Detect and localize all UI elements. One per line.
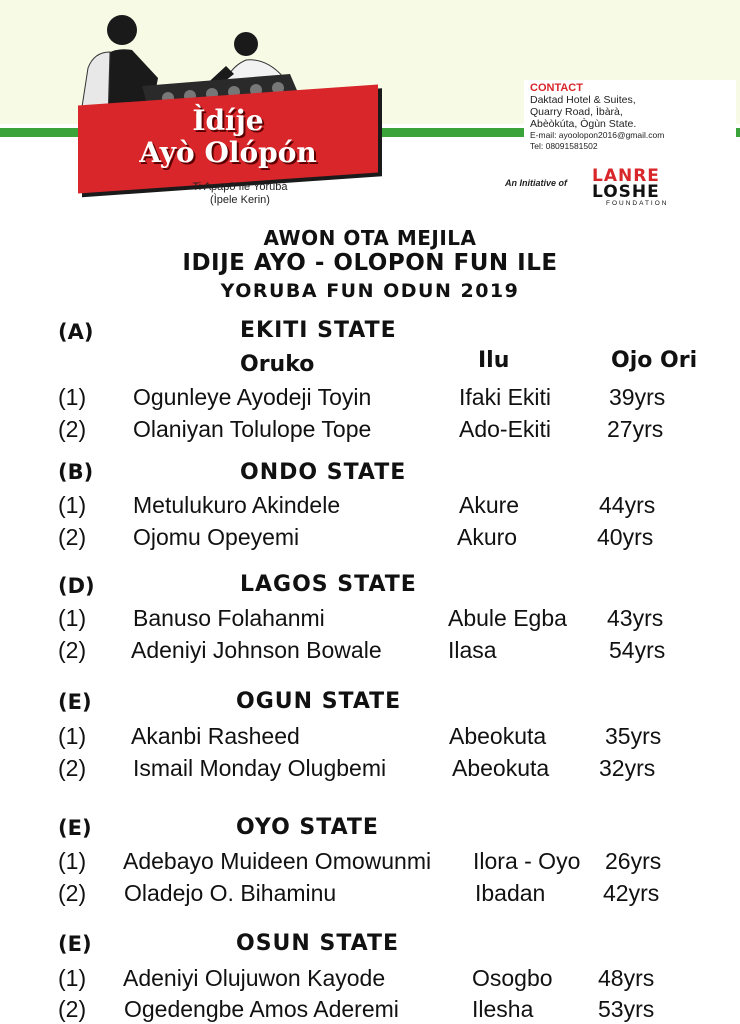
player-number: (2): [58, 637, 87, 663]
player-name: Adeniyi Olujuwon Kayode: [123, 965, 386, 991]
player-number: (2): [58, 416, 87, 442]
title-line-2: IDIJE AYO - OLOPON FUN ILE: [182, 250, 558, 276]
poster-header: [0, 0, 740, 215]
section-state: OGUN STATE: [236, 689, 402, 714]
player-number: (1): [58, 492, 87, 518]
player-town: Ado-Ekiti: [459, 416, 552, 442]
section-state: OSUN STATE: [236, 931, 399, 956]
player-age: 54yrs: [609, 637, 666, 663]
column-header-town: Ilu: [478, 348, 510, 373]
event-logo-text: [78, 105, 378, 169]
title-line-1: AWON OTA MEJILA: [263, 226, 477, 250]
player-name: Ojomu Opeyemi: [133, 524, 300, 550]
logo-line-2: Ayò Olópón: [139, 136, 317, 169]
player-number: (1): [58, 605, 87, 631]
player-age: 35yrs: [605, 723, 662, 749]
foundation-name-b: LOSHE: [592, 182, 660, 202]
player-number: (2): [58, 880, 87, 906]
player-number: (1): [58, 384, 87, 410]
section-letter: (E): [58, 690, 92, 714]
player-age: 39yrs: [609, 384, 666, 410]
player-age: 26yrs: [605, 848, 662, 874]
player-name: Akanbi Rasheed: [131, 723, 300, 749]
foundation-logo: [592, 166, 702, 207]
player-age: 48yrs: [598, 965, 655, 991]
player-town: Akuro: [457, 524, 518, 550]
title-line-3: YORUBA FUN ODUN 2019: [220, 280, 520, 302]
player-number: (2): [58, 524, 87, 550]
section-letter: (D): [58, 574, 95, 598]
tagline-line-1: Ti Apapò Ilè Yorùbá: [192, 181, 288, 193]
event-tagline: [150, 181, 330, 207]
player-age: 44yrs: [599, 492, 656, 518]
foundation-subtitle: FOUNDATION: [606, 200, 669, 207]
column-header-name: Oruko: [240, 352, 315, 377]
tagline-line-2: (Ìpele Kerin): [210, 194, 270, 206]
player-name: Olaniyan Tolulope Tope: [133, 416, 372, 442]
section-state: LAGOS STATE: [240, 572, 417, 597]
foundation-name: [592, 168, 702, 200]
player-name: Metulukuro Akindele: [133, 492, 341, 518]
contact-phone: Tel: 08091581502: [530, 141, 598, 151]
section-state: EKITI STATE: [240, 318, 397, 343]
contact-address-1: Daktad Hotel & Suites,: [530, 94, 636, 106]
player-town: Ilora - Oyo: [473, 848, 581, 874]
player-age: 43yrs: [607, 605, 664, 631]
player-town: Ilesha: [472, 996, 534, 1022]
player-town: Ifaki Ekiti: [459, 384, 552, 410]
player-name: Ogedengbe Amos Aderemi: [124, 996, 399, 1022]
section-letter: (B): [58, 460, 94, 484]
player-number: (2): [58, 755, 87, 781]
player-town: Ilasa: [448, 637, 497, 663]
section-state: OYO STATE: [236, 815, 379, 840]
player-name: Ogunleye Ayodeji Toyin: [133, 384, 372, 410]
player-number: (1): [58, 723, 87, 749]
player-town: Ibadan: [475, 880, 546, 906]
player-name: Adeniyi Johnson Bowale: [131, 637, 382, 663]
column-header-age: Ojo Ori: [611, 348, 698, 373]
player-town: Abeokuta: [452, 755, 550, 781]
player-name: Oladejo O. Bihaminu: [124, 880, 337, 906]
contact-address-3: Abèòkúta, Ògùn State.: [530, 118, 637, 130]
player-age: 32yrs: [599, 755, 656, 781]
section-letter: (E): [58, 816, 92, 840]
section-letter: (E): [58, 932, 92, 956]
contact-address-2: Quarry Road, Ìbàrà,: [530, 106, 623, 118]
player-town: Akure: [459, 492, 520, 518]
contact-title: CONTACT: [530, 82, 583, 94]
player-number: (1): [58, 848, 87, 874]
foundation-name-a: LANRE: [592, 166, 660, 186]
contact-box: [524, 80, 736, 158]
player-age: 27yrs: [607, 416, 664, 442]
player-town: Abeokuta: [449, 723, 547, 749]
player-name: Ismail Monday Olugbemi: [133, 755, 387, 781]
logo-line-1: Ìdíje: [192, 104, 264, 137]
player-age: 42yrs: [603, 880, 660, 906]
contact-email: E-mail: ayoolopon2016@gmail.com: [530, 130, 665, 140]
section-state: ONDO STATE: [240, 460, 407, 485]
player-age: 53yrs: [598, 996, 655, 1022]
player-name: Banuso Folahanmi: [133, 605, 325, 631]
player-number: (2): [58, 996, 87, 1022]
initiative-label: An Initiative of: [505, 178, 568, 188]
player-town: Osogbo: [472, 965, 553, 991]
player-number: (1): [58, 965, 87, 991]
player-age: 40yrs: [597, 524, 654, 550]
player-town: Abule Egba: [448, 605, 567, 631]
player-name: Adebayo Muideen Omowunmi: [123, 848, 432, 874]
section-letter: (A): [58, 320, 94, 344]
